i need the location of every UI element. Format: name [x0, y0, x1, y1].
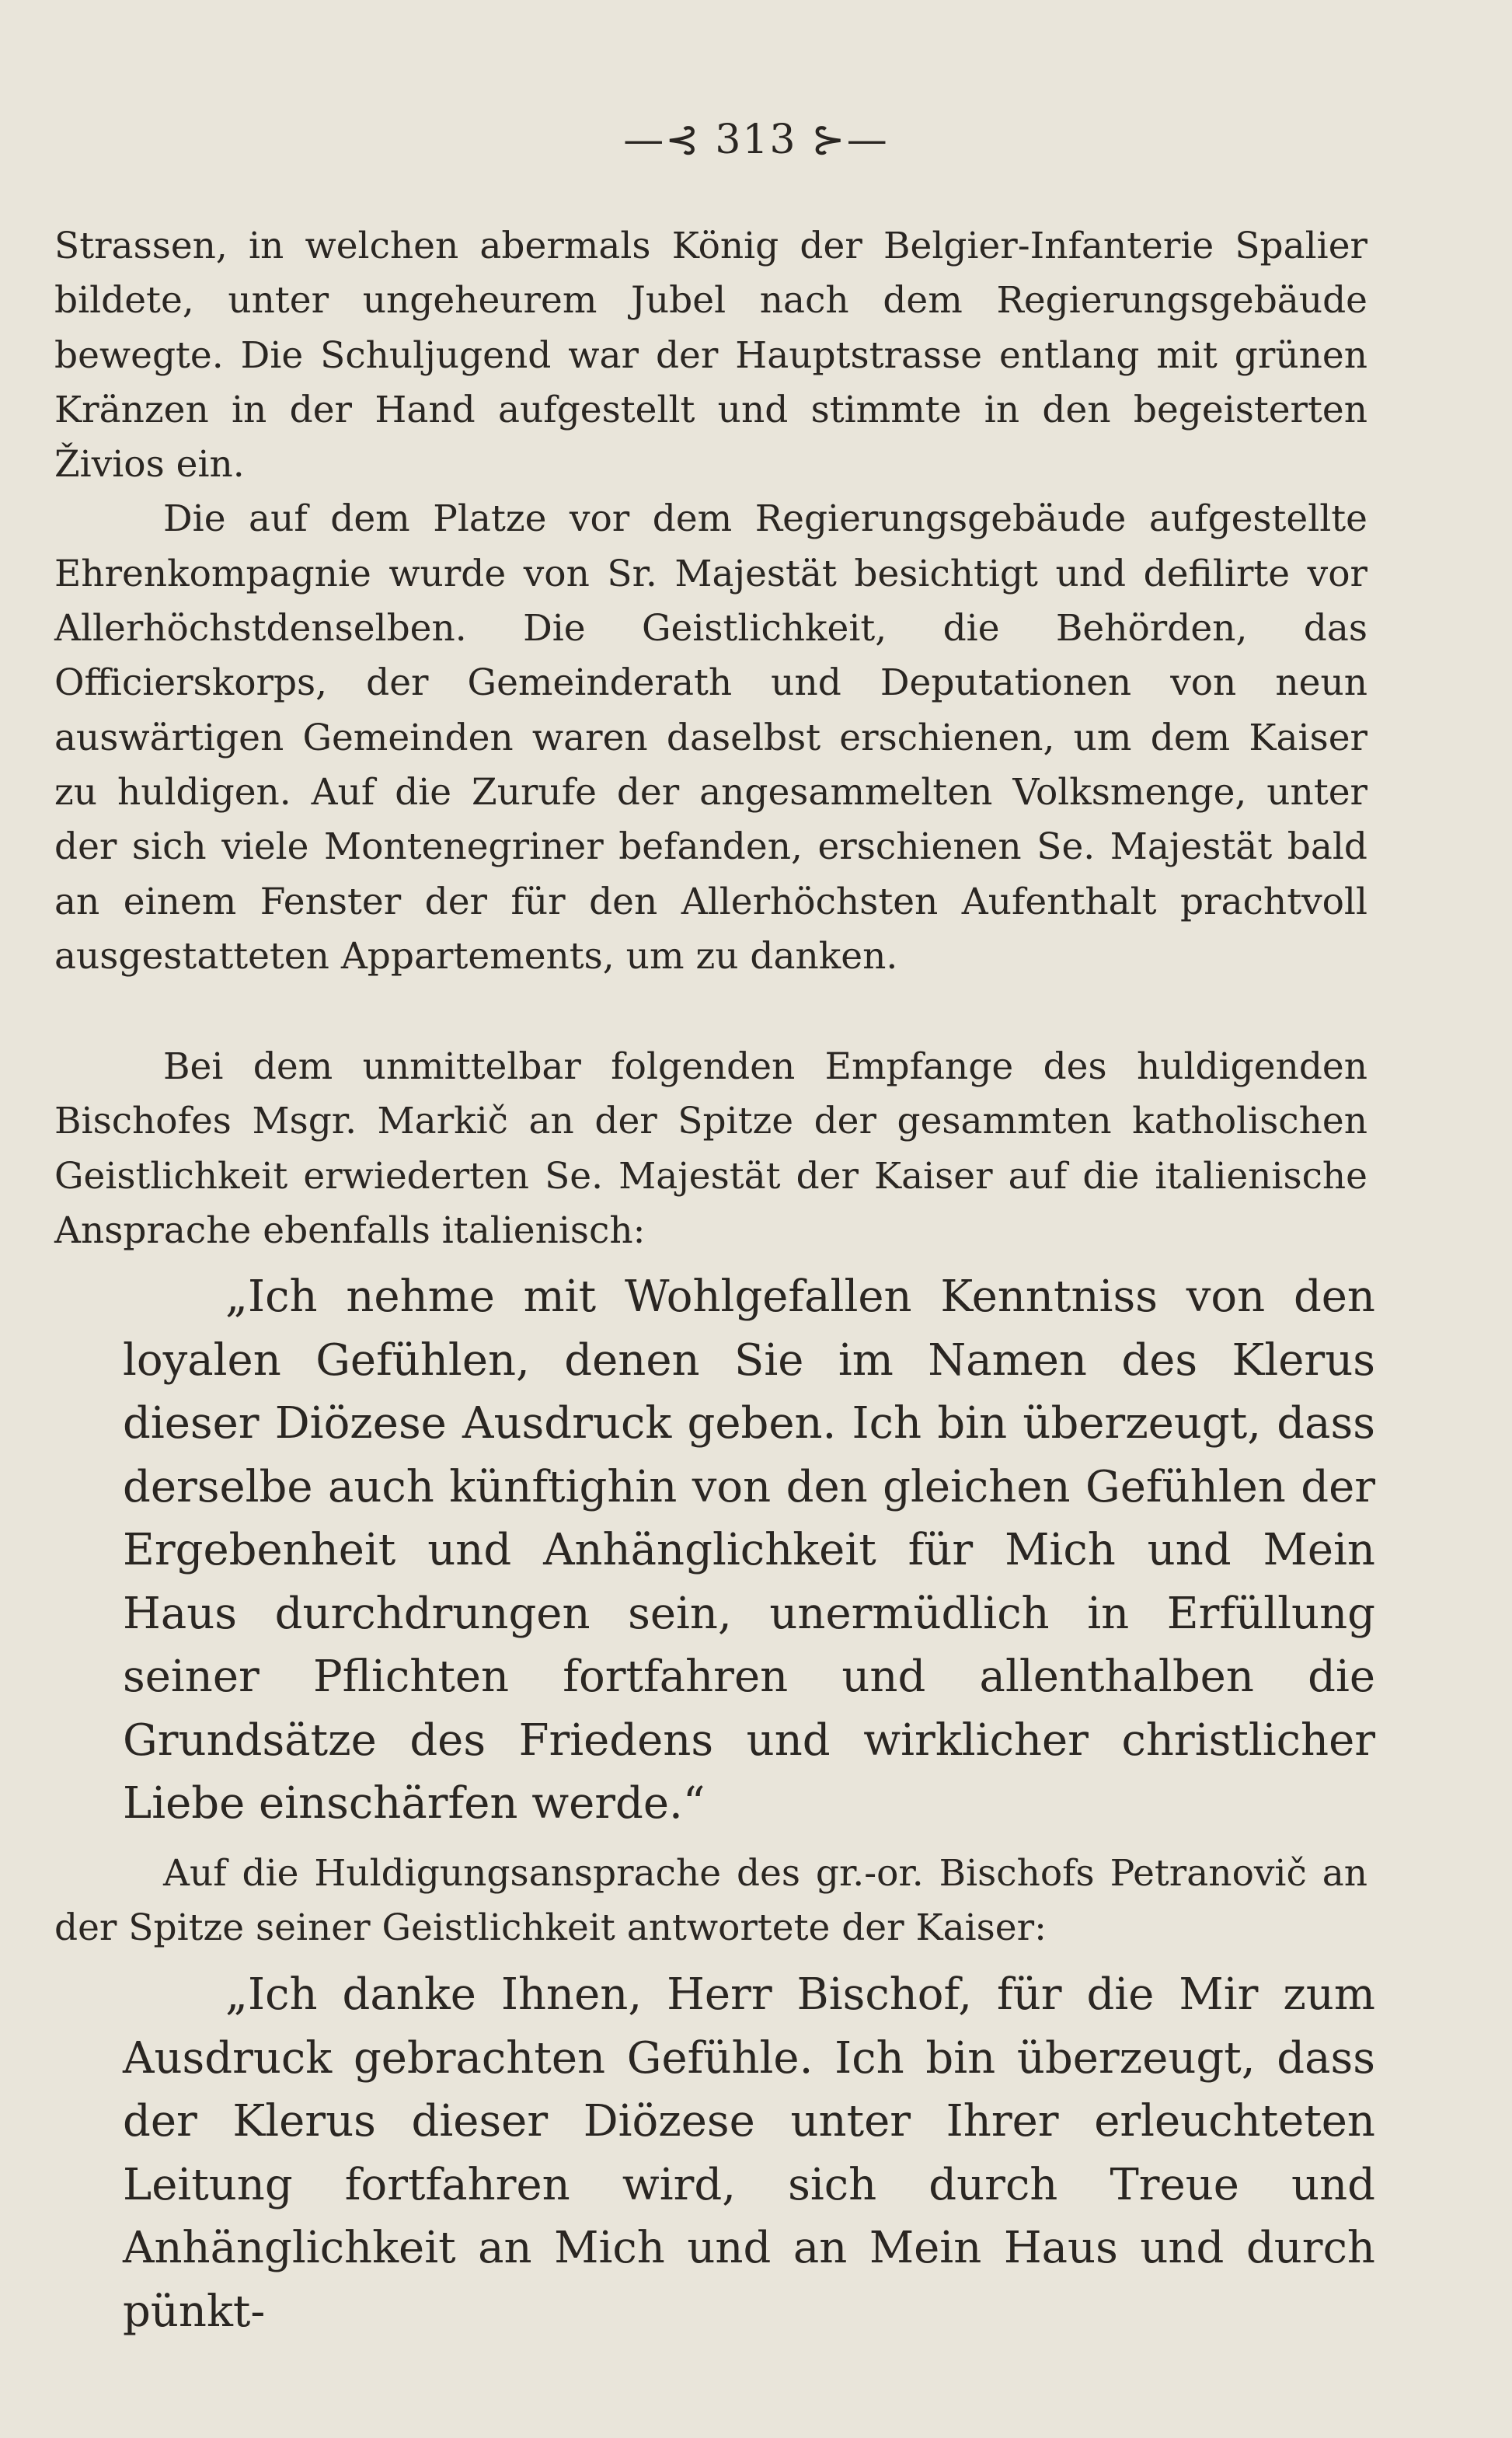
quote-emperor-reply — [123, 1963, 1375, 2343]
paragraph-streets: Strassen, in welchen abermals König der Belgier-Infanterie Spalier bildete, unter ungeheurem Jubel nach dem Regierungsgebäude bewegte. Die Schuljugend war der Hauptstrasse entlang mit grünen Kränzen in der Hand aufgestellt und stimmte in den begeisterten Živios ein. — [54, 225, 1367, 487]
text-block-main — [54, 219, 1367, 984]
quote-emperor-italian — [123, 1265, 1375, 1836]
text-block-orthodox-bishop — [54, 1847, 1367, 1956]
paragraph-bishop-markic: Bei dem unmittelbar folgenden Empfange des huldigenden Bischofes Msgr. Markič an der Spitze der gesammten katholischen Geistlichkeit erwiederten Se. Majestät der Kaiser auf die italienische Ansprache ebenfalls italienisch: — [54, 1045, 1367, 1252]
text-block-bishop-reception — [54, 1040, 1367, 1258]
paragraph-honor-company: Die auf dem Platze vor dem Regierungsgebäude aufgestellte Ehrenkompagnie wurde von Sr. Majestät besichtigt und defilirte vor Allerhöchstdenselben. Die Geistlichkeit, die Behörden, das Officierskorps, der Gemeinderath und Deputationen von neun auswärtigen Gemeinden waren daselbst erschienen, um dem Kaiser zu huldigen. Auf die Zurufe der angesammelten Volksmenge, unter der sich viele Montenegriner befanden, erschienen Se. Majestät bald an einem Fenster der für den Allerhöchsten Aufenthalt prachtvoll ausgestatteten Appartements, um zu danken. — [54, 497, 1367, 978]
quote-paragraph-1: „Ich nehme mit Wohlgefallen Kenntniss von den loyalen Gefühlen, denen Sie im Namen des Klerus dieser Diözese Ausdruck geben. Ich bin überzeugt, dass derselbe auch künftighin von den gleichen Gefühlen der Ergebenheit und Anhänglichkeit für Mich und Mein Haus durchdrungen sein, unermüdlich in Erfüllung seiner Pflichten fortfahren und allenthalben die Grundsätze des Friedens und wirklicher christlicher Liebe einschärfen werde.“ — [123, 1271, 1375, 1829]
paragraph-bishop-petranovic: Auf die Huldigungsansprache des gr.-or. Bischofs Petranovič an der Spitze seiner Geistlichkeit antwortete der Kaiser: — [54, 1852, 1367, 1950]
page-number-header: —⊰ 313 ⊱— — [623, 117, 889, 163]
quote-paragraph-2: „Ich danke Ihnen, Herr Bischof, für die Mir zum Ausdruck gebrachten Gefühle. Ich bin überzeugt, dass der Klerus dieser Diözese unter Ihrer erleuchteten Leitung fortfahren wird, sich durch Treue und Anhänglichkeit an Mich und an Mein Haus und durch pünkt- — [123, 1969, 1375, 2337]
